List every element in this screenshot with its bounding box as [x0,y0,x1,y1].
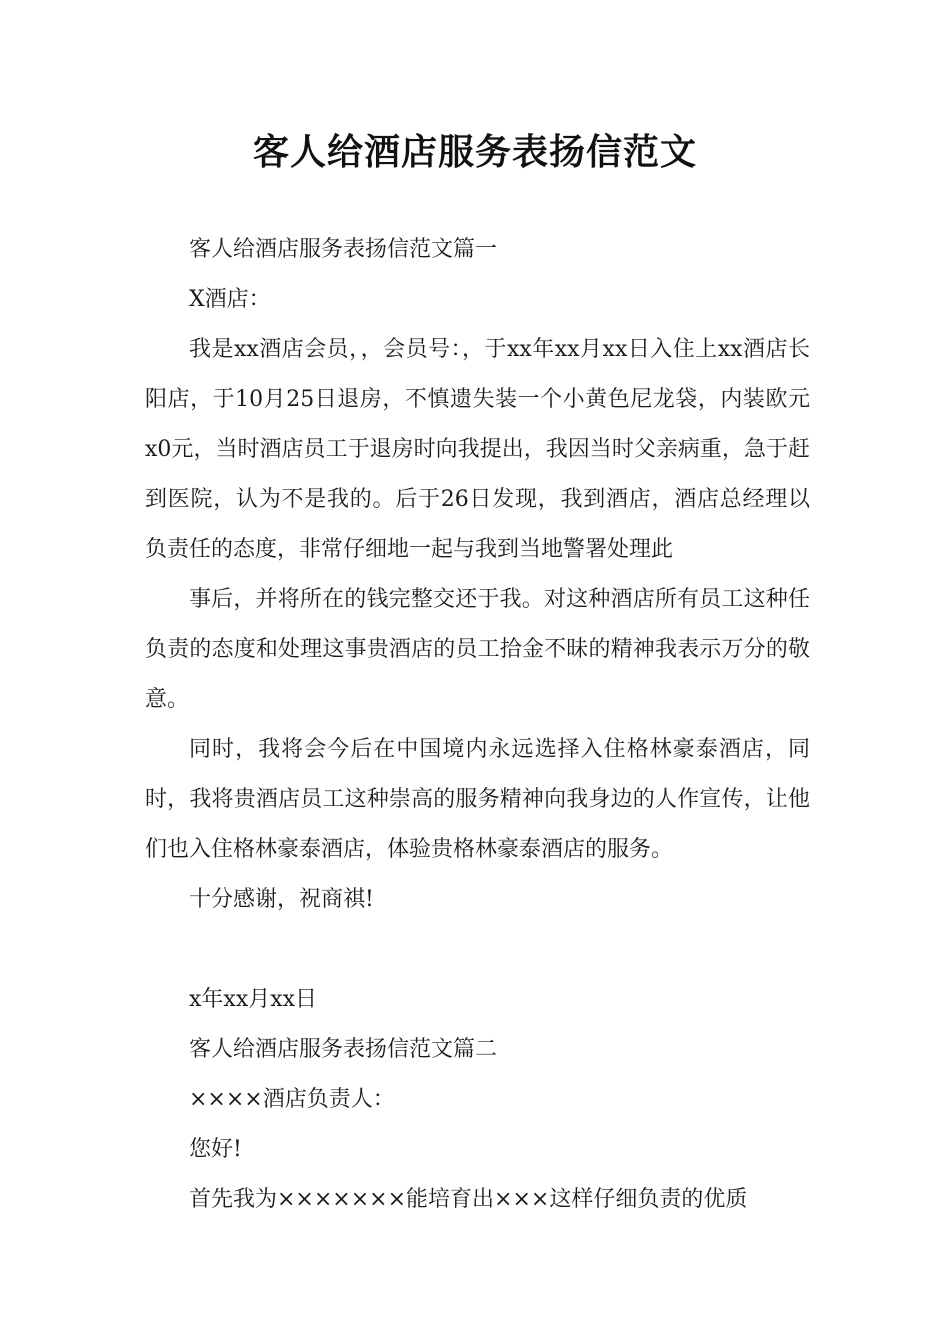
salutation-2: ××××酒店负责人： [189,1087,395,1112]
document-title: 客人给酒店服务表扬信范文 [252,132,697,173]
closing-1: 十分感谢，祝商祺! [189,887,374,912]
document-body [145,225,810,1225]
section-heading-2: 客人给酒店服务表扬信范文篇二 [189,1037,498,1062]
paragraph-3: 同时，我将会今后在中国境内永远选择入住格林豪泰酒店，同时，我将贵酒店员工这种崇高的服务精神向我身边的人作宣传，让他们也入住格林豪泰酒店，体验贵格林豪泰酒店的服务。 [145,737,810,862]
salutation-1: X酒店： [189,287,271,312]
spacer [145,925,810,975]
paragraph-2: 事后，并将所在的钱完整交还于我。对这种酒店所有员工这种任负责的态度和处理这事贵酒店的员工拾金不昧的精神我表示万分的敬意。 [145,587,810,712]
greeting: 您好! [189,1137,242,1162]
section-heading-1: 客人给酒店服务表扬信范文篇一 [189,237,498,262]
paragraph-4: 首先我为×××××××能培育出×××这样仔细负责的优质 [189,1187,748,1212]
paragraph-1: 我是xx酒店会员，，会员号：，于xx年xx月xx日入住上xx酒店长阳店，于10月25日退房，不慎遗失装一个小黄色尼龙袋，内装欧元x0元，当时酒店员工于退房时向我提出，我因当时父亲病重，急于赶到医院，认为不是我的。后于26日发现，我到酒店，酒店总经理以负责任的态度，非常仔细地一起与我到当地警署处理此 [145,337,810,562]
date-line: x年xx月xx日 [189,987,318,1012]
